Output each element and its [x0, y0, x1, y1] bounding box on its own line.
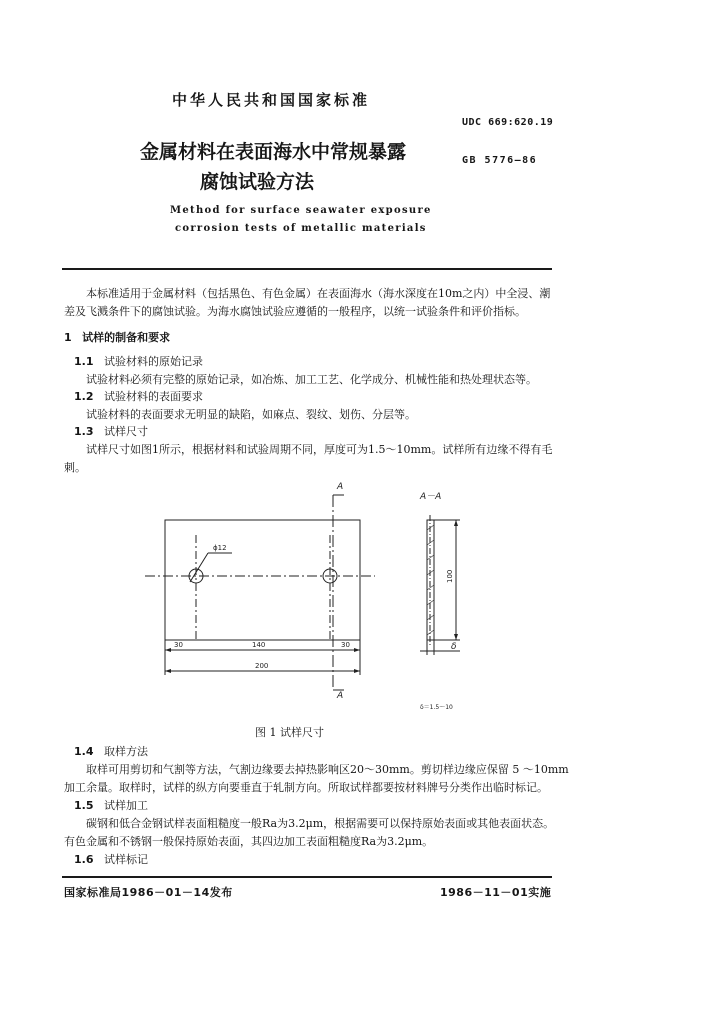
figure-1-drawing [130, 475, 490, 715]
section-view-title: A－A [420, 492, 442, 502]
section-1-number: 1 [64, 331, 72, 344]
s1-1-number: 1.1 [74, 355, 94, 368]
header-rule [62, 268, 552, 270]
s1-4-title: 取样方法 [104, 745, 148, 758]
intro-line2: 差及飞溅条件下的腐蚀试验。为海水腐蚀试验应遵循的一般程序，以统一试验条件和评价指标。 [64, 305, 526, 318]
english-title-line1: Method for surface seawater exposure [170, 205, 432, 216]
s1-2-body: 试验材料的表面要求无明显的缺陷，如麻点、裂纹、划伤、分层等。 [86, 408, 416, 421]
dim-30-right: 30 [341, 641, 350, 649]
s1-6-heading [74, 851, 148, 869]
footer-rule [62, 876, 552, 878]
udc-number: UDC 669:620.19 [462, 117, 554, 128]
section-1-heading [64, 329, 170, 347]
s1-6-title: 试样标记 [104, 853, 148, 866]
s1-3-body-line1: 试样尺寸如图1所示，根据材料和试验周期不同，厚度可为1.5～10mm。试样所有边缘不得有毛 [86, 443, 553, 456]
s1-4-number: 1.4 [74, 745, 94, 758]
plate-outline [165, 520, 360, 640]
standard-org-title: 中华人民共和国国家标准 [172, 91, 371, 109]
s1-3-heading [74, 423, 148, 441]
thickness-symbol: δ [451, 642, 457, 652]
s1-1-body: 试验材料必须有完整的原始记录，如冶炼、加工工艺、化学成分、机械性能和热处理状态等。 [86, 373, 537, 386]
hole-leader [190, 553, 208, 582]
dim-30-left: 30 [174, 641, 183, 649]
s1-2-heading [74, 388, 203, 406]
s1-1-heading [74, 353, 203, 371]
section-mark-top: A [337, 482, 344, 492]
s1-3-number: 1.3 [74, 425, 94, 438]
s1-4-body-line1: 取样可用剪切和气割等方法，气割边缘要去掉热影响区20～30mm。剪切样边缘应保留 5 ～10mm [86, 763, 569, 776]
gb-number: GB 5776—86 [462, 155, 538, 166]
dim-100: 100 [446, 569, 454, 583]
effective-date: 1986－11－01实施 [440, 886, 552, 899]
dim-200-width: 200 [255, 662, 269, 670]
s1-5-body-line1: 碳钢和低合金钢试样表面粗糙度一般Ra为3.2μm，根据需要可以保持原始表面或其他表面状态。 [86, 817, 555, 830]
section-1-title: 试样的制备和要求 [82, 331, 171, 344]
doc-title-line2: 腐蚀试验方法 [200, 171, 315, 193]
section-mark-bottom: A [337, 691, 344, 701]
s1-5-heading [74, 797, 148, 815]
hole-diameter-label: ϕ12 [213, 544, 227, 552]
s1-5-title: 试样加工 [104, 799, 148, 812]
dim-140: 140 [252, 641, 266, 649]
s1-2-title: 试验材料的表面要求 [104, 390, 203, 403]
s1-5-body-line2: 有色金属和不锈钢一般保持原始表面，其四边加工表面粗糙度Ra为3.2μm。 [64, 835, 434, 848]
intro-line1: 本标准适用于金属材料（包括黑色、有色金属）在表面海水（海水深度在10m之内）中全浸、潮 [86, 287, 551, 300]
s1-1-title: 试验材料的原始记录 [104, 355, 203, 368]
s1-6-number: 1.6 [74, 853, 94, 866]
doc-title-line1: 金属材料在表面海水中常规暴露 [140, 141, 407, 163]
s1-4-body-line2: 加工余量。取样时，试样的纵方向要垂直于轧制方向。所取试样都要按材料牌号分类作出临时标记。 [64, 781, 548, 794]
english-title-line2: corrosion tests of metallic materials [175, 223, 427, 234]
s1-4-heading [74, 743, 148, 761]
s1-5-number: 1.5 [74, 799, 94, 812]
thickness-note: δ＝1.5～10 [420, 704, 453, 711]
figure-1-caption: 图 1 试样尺寸 [255, 726, 324, 739]
s1-2-number: 1.2 [74, 390, 94, 403]
s1-3-body-line2: 刺。 [64, 461, 86, 474]
issued-date: 国家标准局1986－01－14发布 [64, 886, 233, 899]
s1-3-title: 试样尺寸 [104, 425, 148, 438]
